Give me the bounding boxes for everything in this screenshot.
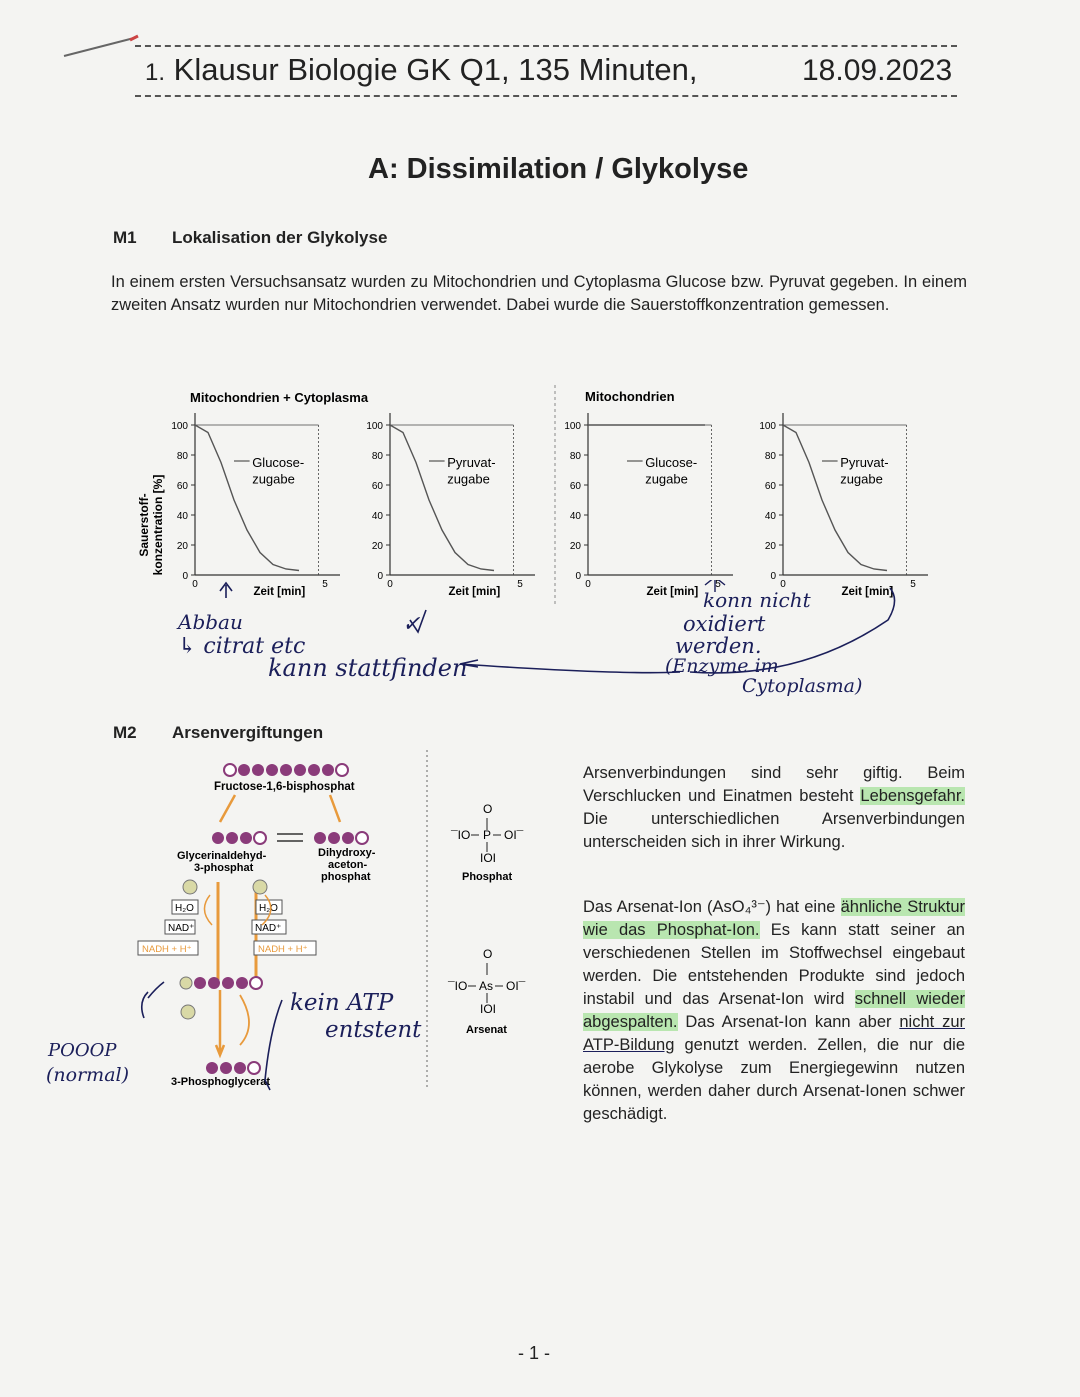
chart-3-xtick-label-0: 0 <box>780 579 786 590</box>
phosphate-p: P <box>483 828 492 842</box>
chart-0-series-line <box>195 425 299 571</box>
p2-d: genutzt werden. Zellen, die nur die aerobe Glykolyse zum Energiegewinn nutzen können, werden daher durch Arsenat-Ionen schwer geschädigt. <box>583 1036 965 1123</box>
chart-2-ytick-label-20: 20 <box>569 541 581 552</box>
chart-1-ytick-label-60: 60 <box>371 481 383 492</box>
note-oxidiert: oxidiert <box>683 612 766 636</box>
note-kann-stattfinden: kann stattfinden <box>268 654 468 682</box>
chart-0-label-2: zugabe <box>252 471 295 487</box>
svg-text:OI¯: OI¯ <box>504 828 524 842</box>
p2-a: Das Arsenat-Ion (AsO₄³⁻) hat eine <box>583 898 841 916</box>
m1-label: M1 <box>113 228 137 247</box>
label-gap-2: 3-phosphat <box>194 862 254 874</box>
exam-date: 18.09.2023 <box>802 54 953 87</box>
chart-3-ytick-label-100: 100 <box>759 421 776 432</box>
svg-text:¯IO: ¯IO <box>448 979 468 993</box>
note-kein-atp: kein ATP <box>290 990 394 1016</box>
chart-3-ytick-label-60: 60 <box>764 481 776 492</box>
group-label-left: Mitochondrien + Cytoplasma <box>190 390 369 405</box>
chart-3-ytick-label-80: 80 <box>764 451 776 462</box>
svg-text:OI¯: OI¯ <box>506 979 526 993</box>
chart-2-ytick-label-60: 60 <box>569 481 581 492</box>
title-number: 1. <box>145 59 166 86</box>
label-dhap-2: aceton- <box>328 859 368 871</box>
chart-1-label-1: Pyruvat- <box>447 455 496 470</box>
p1-text: Arsenverbindungen sind sehr giftig. Beim Verschlucken und Einatmen besteht <box>583 764 965 805</box>
chart-3-label-2: zugabe <box>840 471 883 487</box>
exam-title <box>145 52 698 88</box>
p2-underline: nicht zur ATP-Bildung <box>583 1013 965 1054</box>
y-axis-label-1: Sauerstoff- <box>137 493 151 557</box>
label-nadh-right: NADH + H⁺ <box>258 944 308 955</box>
m1-text: In einem ersten Versuchsansatz wurden zu Mitochondrien und Cytoplasma Glucose bzw. Pyruvat gegeben. In einem zweiten Ansatz wurden nur Mitochondrien verwendet. Dabei wurde die Sauerstoffkonzentration gemessen. <box>111 273 967 314</box>
note-abbau: Abbau <box>178 610 243 634</box>
pencil-mark <box>60 32 140 62</box>
chart-1-xtick-label-5: 5 <box>517 579 523 590</box>
group-label-right: Mitochondrien <box>585 389 675 404</box>
m2-label: M2 <box>113 723 137 742</box>
chart-2-xtick-label-0: 0 <box>585 579 591 590</box>
m2-paragraph-2 <box>583 896 965 1126</box>
chart-1-ytick-label-20: 20 <box>371 541 383 552</box>
m1-heading: Lokalisation der Glykolyse <box>172 228 388 247</box>
p1-rest: Die unterschiedlichen Arsenverbindungen unterscheiden sich in ihrer Wirkung. <box>583 810 965 851</box>
arsenate-structure <box>447 947 526 1016</box>
label-gap-1: Glycerinaldehyd- <box>177 850 267 862</box>
chart-0-label-1: Glucose- <box>252 455 305 470</box>
chart-2-ytick-label-100: 100 <box>564 421 581 432</box>
title-text: Klausur Biologie GK Q1, 135 Minuten, <box>173 52 698 87</box>
label-dhap-3: phosphat <box>321 871 371 883</box>
chart-3-xtick-label-5: 5 <box>910 579 916 590</box>
chart-1-label-2: zugabe <box>447 471 490 487</box>
chart-1-ytick-label-80: 80 <box>371 451 383 462</box>
section-title: A: Dissimilation / Glykolyse <box>368 153 749 185</box>
label-phosphat: Phosphat <box>462 871 513 883</box>
chart-0-xtick-label-5: 5 <box>322 579 328 590</box>
note-poooop: POOOP <box>48 1040 117 1061</box>
chart-0-ytick-label-100: 100 <box>171 421 188 432</box>
chart-1-ytick-label-0: 0 <box>377 571 383 582</box>
svg-text:IOI: IOI <box>480 851 497 865</box>
p2-b: Es kann statt seiner an verschiedenen Stellen im Stoffwechsel eingebaut werden. Die entstehenden Produkte sind jedoch instabil und das Arsenat-Ion wird <box>583 921 965 1008</box>
chart-3-xlabel: Zeit [min] <box>841 586 894 598</box>
chart-2-ytick-label-0: 0 <box>575 571 581 582</box>
note-checkmark: ✓ <box>402 612 421 637</box>
chart-2-label-2: zugabe <box>645 471 688 487</box>
chart-3-label-1: Pyruvat- <box>840 455 889 470</box>
p2-highlight-2: schnell wieder abgespalten. <box>583 990 965 1031</box>
label-h2o-right: H₂O <box>259 903 278 914</box>
label-dhap-1: Dihydroxy- <box>318 847 376 859</box>
chart-1-xlabel: Zeit [min] <box>448 586 501 598</box>
note-entstent: entstent <box>325 1017 422 1043</box>
chart-1-ytick-label-100: 100 <box>366 421 383 432</box>
m2-paragraph-1 <box>583 762 965 854</box>
chart-3-ytick-label-40: 40 <box>764 511 776 522</box>
label-nad-right: NAD⁺ <box>255 923 282 934</box>
phosphate-structure <box>450 802 524 865</box>
chart-2-xtick-label-5: 5 <box>715 579 721 590</box>
svg-text:IOI: IOI <box>480 1002 497 1016</box>
label-h2o-left: H₂O <box>175 903 194 914</box>
label-fructose: Fructose-1,6-bisphosphat <box>214 781 355 793</box>
label-nadh-left: NADH + H⁺ <box>142 944 192 955</box>
fructose-molecule <box>224 764 348 776</box>
oxygen-charts <box>0 380 1080 610</box>
note-citrat: ↳ citrat etc <box>178 634 306 659</box>
svg-text:O: O <box>483 947 493 961</box>
arsenate-diagram <box>120 750 560 1100</box>
page-number: - 1 - <box>518 1343 551 1363</box>
p1-highlight: Lebensgefahr. <box>860 787 965 805</box>
chart-0-ytick-label-80: 80 <box>176 451 188 462</box>
chart-0-xtick-label-0: 0 <box>192 579 198 590</box>
note-enzyme: (Enzyme im <box>665 655 779 677</box>
chart-3-ytick-label-0: 0 <box>770 571 776 582</box>
chart-2-ytick-label-80: 80 <box>569 451 581 462</box>
label-3pg: 3-Phosphoglycerat <box>171 1076 271 1088</box>
chart-1-series-line <box>390 425 494 571</box>
label-nad-left: NAD⁺ <box>168 923 195 934</box>
svg-text:O: O <box>483 802 493 816</box>
label-arsenat: Arsenat <box>466 1024 507 1036</box>
arsenate-as: As <box>479 979 494 993</box>
chart-1-ytick-label-40: 40 <box>371 511 383 522</box>
chart-0-ytick-label-20: 20 <box>176 541 188 552</box>
chart-2-xlabel: Zeit [min] <box>646 586 699 598</box>
chart-1-xtick-label-0: 0 <box>387 579 393 590</box>
chart-2-ytick-label-40: 40 <box>569 511 581 522</box>
chart-3-series-line <box>783 425 887 571</box>
chart-0-xlabel: Zeit [min] <box>253 586 306 598</box>
chart-0-ytick-label-0: 0 <box>182 571 188 582</box>
svg-text:¯IO: ¯IO <box>451 828 471 842</box>
chart-3-ytick-label-20: 20 <box>764 541 776 552</box>
p2-highlight-1: ähnliche Struktur wie das Phosphat-Ion. <box>583 898 965 939</box>
note-normal: (normal) <box>46 1064 130 1086</box>
p2-c: Das Arsenat-Ion kann aber <box>677 1013 900 1031</box>
chart-2-label-1: Glucose- <box>645 455 698 470</box>
m2-heading: Arsenvergiftungen <box>172 723 324 742</box>
y-axis-label-2: konzentration [%] <box>151 474 165 576</box>
chart-0-ytick-label-40: 40 <box>176 511 188 522</box>
note-werden: werden. <box>675 634 762 658</box>
note-konn-nicht: konn nicht <box>703 588 811 612</box>
chart-0-ytick-label-60: 60 <box>176 481 188 492</box>
arrow-left-line <box>460 660 680 673</box>
note-cytoplasma: Cytoplasma) <box>742 675 863 697</box>
